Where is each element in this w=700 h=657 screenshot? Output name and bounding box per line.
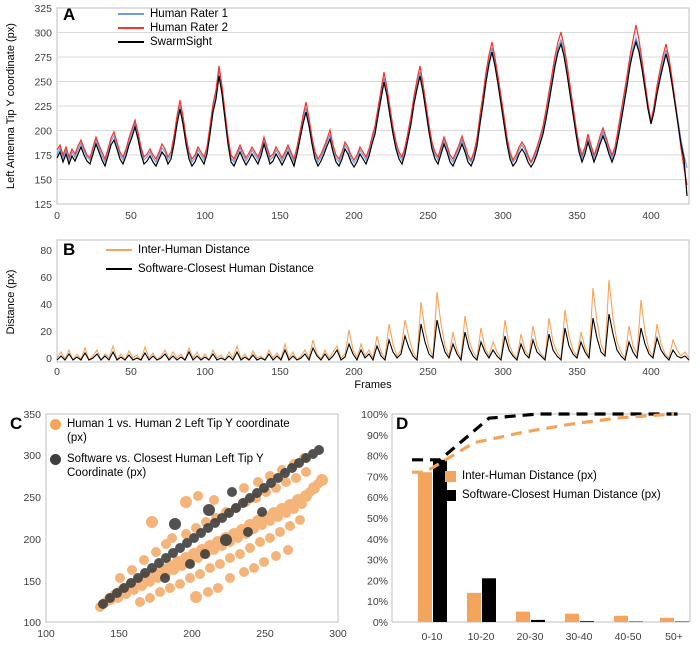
svg-text:10%: 10%: [366, 596, 388, 609]
y-axis-ticks: [40, 245, 52, 365]
panel-a: [0, 0, 700, 232]
legend-label: Human 1 vs. Human 2 Left Tip Y coordinate (px): [67, 418, 290, 445]
legend-line-human-rater-1: [118, 13, 144, 15]
svg-text:0-10: 0-10: [421, 631, 443, 643]
svg-text:150: 150: [110, 628, 128, 640]
svg-text:10-20: 10-20: [467, 631, 495, 643]
svg-text:250: 250: [419, 210, 437, 222]
panel-b: [0, 232, 700, 390]
svg-text:0: 0: [54, 366, 60, 378]
panel-a-y-axis-title: Left Antenna Tip Y coordinate (px): [5, 23, 17, 189]
svg-text:275: 275: [34, 52, 52, 64]
svg-text:200: 200: [183, 628, 201, 640]
svg-text:300: 300: [329, 628, 347, 640]
legend-label: Human Rater 1: [150, 8, 228, 20]
svg-text:250: 250: [419, 366, 437, 378]
svg-text:200: 200: [345, 366, 363, 378]
legend-item: [445, 470, 661, 482]
svg-text:50: 50: [125, 366, 137, 378]
legend-item: [118, 8, 228, 20]
legend-item: [50, 452, 300, 481]
panel-b-x-axis-title: Frames: [354, 379, 392, 390]
panel-a-chart: [0, 0, 700, 232]
svg-text:300: 300: [494, 210, 512, 222]
svg-text:90%: 90%: [366, 429, 388, 442]
svg-text:50+: 50+: [665, 631, 683, 643]
y-axis-ticks: [34, 3, 52, 211]
svg-text:200: 200: [23, 534, 41, 546]
panel-c-label: C: [10, 414, 23, 433]
svg-text:250: 250: [34, 76, 52, 89]
svg-text:60%: 60%: [366, 492, 388, 505]
legend-label: Inter-Human Distance (px): [462, 470, 597, 482]
panel-a-label: A: [63, 5, 76, 24]
svg-text:150: 150: [23, 576, 41, 588]
legend-line-software-closest-human-distance: [106, 268, 132, 270]
svg-text:200: 200: [345, 210, 363, 222]
panel-d-legend: [445, 470, 661, 503]
svg-text:50: 50: [125, 210, 137, 222]
svg-text:0: 0: [54, 210, 60, 222]
svg-text:150: 150: [34, 174, 52, 187]
svg-text:40: 40: [40, 299, 52, 311]
svg-text:350: 350: [23, 409, 41, 421]
svg-text:20: 20: [40, 326, 52, 338]
svg-text:40%: 40%: [366, 533, 388, 546]
svg-text:100%: 100%: [361, 409, 388, 421]
panel-c-legend: [50, 417, 300, 481]
x-axis-ticks: [421, 631, 682, 643]
svg-text:40-50: 40-50: [614, 631, 642, 643]
legend-line-swarmsight: [118, 41, 144, 43]
y-axis-ticks: [361, 409, 388, 629]
svg-text:400: 400: [642, 210, 660, 222]
svg-text:125: 125: [34, 199, 52, 211]
panel-c: [0, 392, 352, 657]
svg-text:0: 0: [46, 353, 52, 365]
svg-text:80%: 80%: [366, 450, 388, 463]
legend-item: [445, 489, 661, 501]
legend-swatch-inter-human-distance: [445, 471, 456, 482]
legend-swatch-software-closest-human-distance: [445, 490, 456, 501]
panel-d-label: D: [396, 414, 409, 433]
svg-text:175: 175: [34, 150, 52, 162]
svg-text:100: 100: [37, 628, 55, 640]
legend-label: Inter-Human Distance: [138, 244, 250, 256]
y-axis-ticks: [23, 409, 41, 629]
svg-text:350: 350: [568, 210, 586, 222]
svg-text:325: 325: [34, 3, 52, 15]
svg-text:300: 300: [23, 450, 41, 462]
svg-text:200: 200: [34, 125, 52, 138]
svg-text:350: 350: [568, 366, 586, 378]
panel-b-legend: [106, 244, 314, 277]
svg-text:225: 225: [34, 101, 52, 113]
x-axis-ticks: [54, 210, 660, 222]
svg-text:300: 300: [494, 366, 512, 378]
svg-text:100: 100: [196, 366, 214, 378]
legend-item: [118, 22, 228, 34]
legend-line-human-rater-2: [118, 27, 144, 29]
x-axis-ticks: [54, 366, 660, 378]
legend-item: [106, 263, 314, 275]
svg-text:100: 100: [196, 210, 214, 222]
svg-text:400: 400: [642, 366, 660, 378]
panel-b-label: B: [63, 240, 76, 259]
legend-item: [106, 244, 314, 256]
legend-label: Software-Closest Human Distance: [138, 263, 314, 275]
legend-label: Human Rater 2: [150, 22, 228, 34]
panel-d: [352, 392, 700, 657]
svg-text:250: 250: [256, 628, 274, 640]
legend-item: [118, 36, 228, 48]
legend-label: Software vs. Closest Human Left Tip Y Coordinate (px): [67, 452, 264, 480]
x-axis-ticks: [37, 628, 347, 640]
legend-item: [50, 417, 300, 446]
svg-text:70%: 70%: [366, 471, 388, 484]
legend-dot-software-vs-closest-human: [50, 454, 61, 465]
legend-dot-human1-vs-human2: [50, 419, 61, 430]
legend-label: Software-Closest Human Distance (px): [462, 489, 661, 501]
svg-text:250: 250: [23, 492, 41, 504]
svg-text:30-40: 30-40: [565, 631, 593, 643]
svg-text:20%: 20%: [366, 575, 388, 588]
panel-a-legend: [118, 8, 228, 50]
svg-text:60: 60: [40, 272, 52, 284]
panel-b-y-axis-title: Distance (px): [5, 269, 17, 335]
panel-b-chart: [0, 232, 700, 390]
svg-text:50%: 50%: [366, 513, 388, 525]
svg-text:20-30: 20-30: [516, 631, 544, 643]
svg-text:80: 80: [40, 245, 52, 257]
legend-label: SwarmSight: [150, 36, 212, 48]
svg-text:30%: 30%: [366, 554, 388, 567]
legend-line-inter-human-distance: [106, 249, 132, 251]
svg-text:100: 100: [23, 617, 41, 629]
svg-text:150: 150: [271, 366, 289, 378]
svg-text:0%: 0%: [372, 617, 388, 629]
svg-text:300: 300: [34, 27, 52, 40]
svg-text:150: 150: [271, 210, 289, 222]
